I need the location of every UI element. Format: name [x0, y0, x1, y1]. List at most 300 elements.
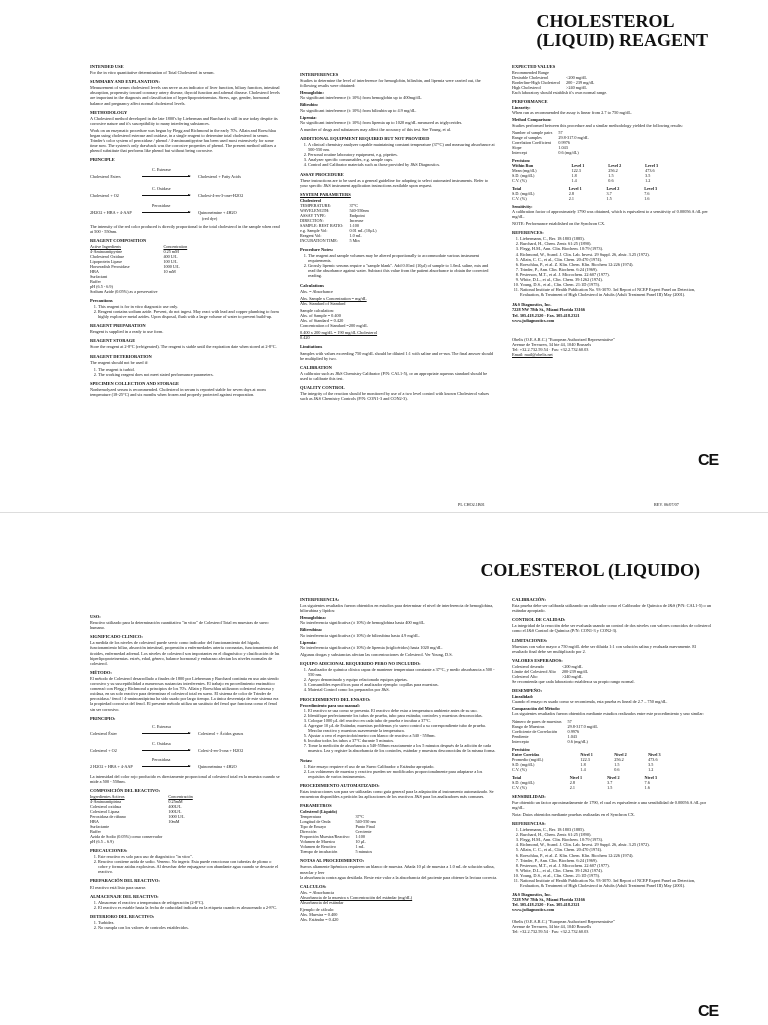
section-heading: CALCULOS: — [300, 883, 327, 889]
table-row: Buffer — [90, 278, 101, 284]
list-item: 1. El reactivo se usa como se presenta. El reactivo debe estar a temperatura ambiente antes de su uso. — [308, 708, 500, 713]
section-heading: Limitations — [300, 344, 323, 350]
eu-representative-block: Obelis (O.E.A.R.C.) "European Authorized Representative" Avenue de Tervuren, 34 bte 44, 1040 Bruxells Tel: +32.2.732.59.54 · Fax: +32.2.732.60.03 — [512, 918, 615, 934]
section-heading: ALMACENAJE DEL REACTIVO: — [90, 893, 159, 899]
section-heading: INTERFERENCIA: — [300, 597, 340, 602]
paragraph: Nota: Datos obtenidos mediante pruebas realizadas en el Synchron CX. — [512, 811, 635, 817]
list-item: 1. Este ensayo requiere el uso de un Suero Calibrador o Estándar apropiado. — [308, 764, 500, 769]
table-row: High Cholesterol >240 mg/dL — [512, 85, 587, 91]
subheading: Method Comparison: — [512, 117, 552, 123]
list-item: 11. National Institute of Health Publication No. 93-3070. 3rd Report of NCEP Expert Panel on Detection, Evaluation, & Treatment of High Cholesterol in Adults (Adult Treatment Panel III) May (2001). — [520, 878, 712, 888]
website-link[interactable]: www.jsdiagnostics.com — [512, 907, 555, 913]
list-item: 5. Allain, C. C., et al., Clin. Chem. 20:470 (1974). — [520, 257, 712, 262]
list-item: 3. Flegg, H.M., Ann. Clin. Biochem. 10:79 (1973). — [520, 837, 712, 842]
list-item: 1. The reagent is turbid. — [98, 367, 280, 372]
composition-table — [90, 244, 193, 294]
table-row: Correlation Coefficient 0.9976 — [512, 139, 570, 145]
table-row: DIRECTION: Increase — [300, 217, 364, 223]
table-row: Recommended Range — [512, 70, 549, 76]
list-item: 1. Este reactivo es solo para uso de diagnóstico "in vitro". — [98, 854, 280, 859]
paragraph: A calibrator such as J&S Chemistry Calibrator (P/N: CAL1-5), or an appropriate aqueous standard should be used to calibrate this test. — [300, 370, 488, 381]
enzyme-label: C. Oxidasa — [152, 740, 171, 746]
paragraph: Abs. Muestra = 0.400 — [300, 912, 338, 918]
method-comparison-table — [512, 719, 604, 744]
paragraph: No interferencia significativa (± 10%) de hemoglobina hasta 400 mg/dL. — [300, 620, 426, 626]
paragraph: NOTE: Performance established on the Synchron CX. — [512, 221, 606, 227]
reactant: Colesterol Éster — [90, 730, 117, 736]
spanish-insert — [0, 512, 768, 1025]
list-item: 4. Control and Calibrator materials such as those provided by J&S Diagnostics. — [308, 162, 495, 167]
enzyme-label: C. Esterasa — [152, 723, 171, 729]
table-row: Borderline-High Cholesterol 200 - 239 mg/dL — [512, 80, 595, 86]
list-item: 11. National Institute of Health Publication No. 93-3070. 3rd Report of NCEP Expert Panel on Detection, Evaluation, & Treatment of High Cholesterol in Adults (Adult Treatment Panel III) May (2001). — [520, 287, 712, 297]
section-heading: PARAMETROS — [300, 803, 332, 809]
paragraph: When run as recommended the assay is linear from 2.7 to 750 mg/dL. — [512, 110, 633, 116]
table-row: C.V. (%) 1.4 0.6 1.2 — [512, 766, 654, 772]
paragraph: Muestras con valor mayor a 750 mg/dL debe ser diluida 1:1 con solución salina y evaluada nuevamente. El resultado final debe ser multiplicado por 2. — [512, 643, 697, 654]
product: Quinoneimine + 4H2O — [198, 209, 237, 215]
section-heading: EQUIPO ADICIONAL REQUERIDO PERO NO INCLUIDO: — [300, 660, 421, 666]
spanish-column-3 — [512, 593, 712, 934]
paragraph: For the in vitro quantitative determination of Total Cholesterol in serum. — [90, 70, 215, 76]
list-item: 6. Roeschlau, P., et al. Z. Klin. Chem. Klin. Biochem 12:226 (1974). — [520, 262, 712, 267]
expected-values-table — [512, 664, 594, 679]
paragraph: Se recomienda que cada laboratorio establezca su propio rango normal. — [512, 678, 635, 684]
list-item: 3. Flegg, H.M., Ann. Clin. Biochem. 10:79 (1973). — [520, 246, 712, 251]
paragraph: A number of drugs and substances may affect the accuracy of this test. See Young, et al. — [300, 126, 451, 132]
section-heading: REAGENT COMPOSITION — [90, 237, 147, 243]
paragraph: Algunas drogas y substancias afectan las concentraciones de Colesterol. Ver Young, D.S. — [300, 651, 453, 657]
column-header: Ingredientes Activos — [90, 793, 125, 799]
subheading: Linealidad: — [512, 694, 534, 700]
subheading: Hemoglobin: — [300, 90, 324, 96]
paragraph: No interferencia significativa (± 10%) de lipemia (triglicéridos) hasta 1020 mg/dL. — [300, 644, 443, 650]
list-item: 2. Apoyo denominado y equipo relacionado equipos pipetas. — [308, 677, 500, 682]
email-link[interactable]: Email: mail@obelis.net — [512, 352, 553, 357]
list-item: 2. Burchard, H., Chem. Zentr. 61:25 (1890). — [520, 832, 712, 837]
composition-table — [90, 794, 199, 844]
table-row: Desirable Cholesterol <200 mg/dL — [512, 75, 587, 81]
paragraph: No significant interference (± 10%) from lipemia up to 1020 mg/dL measured as triglycerides. — [300, 119, 463, 125]
section-heading: REAGENT STORAGE — [90, 338, 136, 344]
list-item: 7. Trinder, P., Ann. Clin. Biochem. 6:24 (1969). — [520, 858, 712, 863]
paragraph: Reactivo utilizado para la determinación cuantitativa "in vitro" de Colesterol Total en muestras de suero humano. — [90, 620, 269, 631]
paragraph: These instructions are to be used as a general guideline for adapting to select automated instruments. Refer to your specific J&S instrument application instructions available upon request. — [300, 177, 489, 188]
list-item: 1. Almacenar el reactivo a temperatura de refrigeración (2-8°C). — [98, 900, 280, 905]
subheading: Sensitivity: — [512, 203, 533, 209]
english-insert — [0, 0, 768, 512]
reaction-scheme — [90, 164, 280, 224]
paragraph: Nonhemolyzed serum is recommended. Cholesterol in serum is reported stable for seven days at room temperature (18-25°C) and six months when frozen and properly protected against evaporation. — [90, 387, 266, 398]
table-row: pH (6.5 - 6.9) — [90, 283, 113, 289]
paragraph: Cuando el ensayo es usado como se recomienda, esta prueba es lineal de 2.7 – 750 mg/dL. — [512, 699, 668, 705]
table-row: Colesterol deseado <200 mg/dL — [512, 663, 583, 669]
section-heading: REFERENCIAS: — [512, 820, 546, 826]
paragraph: La intensidad del color rojo producido es directamente proporcional al colesterol total en la muestra cuando se mide a 500 - 550nm. — [90, 773, 280, 784]
list-item: 1. Liebermann, C., Ber. 18:1803 (1885). — [520, 827, 712, 832]
example-denominator: 0.420 — [300, 335, 310, 341]
list-item: 2. El reactivo es estable hasta la fecha de caducidad indicada en la etiqueta cuando es almacenado a 2-8°C. — [98, 905, 280, 910]
table-row: Pendiente 1.043 — [512, 733, 577, 739]
manual-procedure-list — [308, 708, 500, 754]
table-row: ASSAY TYPE: Endpoint — [300, 212, 365, 218]
section-heading: CALIBRACIÓN: — [512, 597, 547, 602]
list-item: 5. Allain, C. C., et al., Clin. Chem. 20:470 (1974). — [520, 847, 712, 852]
paragraph: Abs. of Sample = 0.400 — [300, 313, 341, 318]
deterioration-list — [98, 367, 280, 377]
table-row: Volumen de Muestra 10 µL — [300, 839, 366, 845]
table-row: Cholesterol Oxidase 400 U/L — [90, 253, 178, 259]
equipment-list — [308, 667, 500, 692]
list-item: 2. The working reagent does not meet stated performance parameters. — [98, 372, 280, 377]
table-row: Temperatura 37°C — [300, 814, 365, 820]
table-row: Colesterol Lipasa 100U/L — [90, 808, 182, 814]
section-heading: PREPARACIÓN DEL REACTIVO: — [90, 878, 160, 884]
reaction-arrow — [142, 176, 190, 177]
paragraph: A Cholesterol method developed in the late 1800's by Lieberman and Burchard is still in use today despite its corrosive nature and it's susceptibility to many interfering substances. — [90, 115, 278, 126]
paragraph: Estas instrucciones son para ser utilizadas como guía general para la adaptación al instrumento automatizado. Se encuentran disponibles a petición las aplicaciones de los reactivos J&S para los analizadores más comunes. — [300, 789, 494, 800]
subheading: Lipemia: — [300, 114, 317, 120]
table-row: S.D. (mg/dL) 2.8 3.7 7.6 — [512, 190, 650, 196]
system-parameters-table — [300, 203, 382, 243]
table-row: Number of sample pairs 57 — [512, 129, 563, 135]
english-column-2 — [300, 68, 495, 403]
part-number: PL CHO2.1B01 — [458, 502, 485, 507]
section-heading: DETERIORO DEL REACTIVO: — [90, 913, 155, 919]
section-heading: CALIBRATION — [300, 364, 332, 370]
paragraph: Store the reagent at 2-8°C (refrigerated). The reagent is stable until the expiration date when stored at 2-8°C. — [90, 344, 277, 350]
section-heading: METHODOLOGY — [90, 109, 128, 115]
table-row: Peroxidasa de rábano 1000 U/L — [90, 813, 185, 819]
section-heading: VALORES ESPERADOS: — [512, 657, 563, 663]
table-row: Range of samples 29.8-317.0 mg/dL — [512, 134, 589, 140]
paragraph: Abs. of Standard = 0.420 — [300, 318, 344, 324]
list-item: 3. Coloque 1000 µL del reactivo en cada tubo de prueba e incubar a 37°C. — [308, 718, 500, 723]
section-heading: REFERENCES: — [512, 230, 544, 236]
list-item: 2. Personal routine laboratory equipment, e.g. pipettes. — [308, 152, 495, 157]
table-row: Rango de Muestras 29.8-317.0 mg/dL — [512, 723, 598, 729]
list-item: 4. Agregue 10 µL de Estándar, muestras problemas y/o suero control a su correspondiente tubo de prueba. Mezclar reactivo y muestras suavemente la temperatura. — [308, 723, 500, 733]
table-row: Tipo de Ensayo Punto Final — [300, 824, 375, 830]
table-row: Slope 1.043 — [512, 144, 568, 150]
list-item: 2. Burchard, H., Chem. Zentr. 61:25 (1890). — [520, 241, 712, 246]
formula-denominator: Abs. Standard of Standard — [300, 300, 346, 306]
section-heading: DESEMPEÑO: — [512, 688, 543, 694]
paragraph: No significant interference (± 10%) from bilirubin up to 4.9 mg/dL. — [300, 107, 417, 113]
list-item: 1. Analizador de química clínica capaz de mantener temperatura constante a 37°C, y medir absorbancia a 500 - 550 nm. — [308, 667, 500, 677]
list-item: 4. Richmond, W., Scand. J. Clin. Lab. Invest. 29 Suppl. 26, abstr. 3.25 (1972). — [520, 842, 712, 847]
enzyme-label: Peroxidase — [152, 202, 171, 208]
table-row: Mean (mg/dL) 122.3 256.2 473.6 — [512, 167, 655, 173]
list-item: 2. Grossly lipemic serums require a "sample blank". Add 0.01ml (10µl) of sample to 1.0mL saline, mix and read the absorbance against water. Subtract this value from the patient absorbance to obtain the corrected reading. — [308, 263, 495, 278]
paragraph: Abs. = Absorbancia — [300, 889, 335, 895]
list-item: 4. Material Control como los preparados por J&S. — [308, 687, 500, 692]
product: Cholesterol + Fatty Acids — [198, 173, 241, 179]
storage-list — [98, 900, 280, 910]
method-comparison-table — [512, 130, 595, 155]
reactant: Cholesterol Esters — [90, 173, 121, 179]
revision-date: REV. 06/07/07 — [654, 502, 679, 507]
table-row: Colesterol Alto >240 mg/dL — [512, 673, 583, 679]
column-header: Active Ingredients — [90, 243, 122, 249]
section-heading: EXPECTED VALUES — [512, 64, 556, 69]
section-heading: PROCEDIMIENTO DEL ENSAYO: — [300, 696, 371, 702]
enzyme-label: C. Esterase — [152, 166, 171, 172]
precision-within-run-table: Entre Corridas Nivel 1 Nivel 2 Nivel 3 Promedio (mg/dL) 122.3 256.2 473.6 S.D. (mg/dL) 1.8 1.5 3.5 C.V. (%) 1.4 0.6 1.2 — [512, 752, 682, 772]
paragraph: La medida de los niveles de colesterol puede servir como indicador del funcionamiento del hígado, funcionamiento biliar, absorción intestinal, propensión a enfermedades arteria coronarias, funcionamiento del tiroides, enfermedad adrenal. Los niveles de colesterol son importantes en el diagnóstico y clasificación de las hiperlipoproteinemias. estrés, edad, género, balance hormonal y embarazo afectan los niveles normales de colesterol. — [90, 640, 280, 666]
references-list — [520, 827, 712, 888]
reaction-arrow — [142, 733, 190, 734]
reactant: 2H2O2 + HBA + 4-AAP — [90, 209, 132, 215]
list-item: 10. Young, D.S., et al., Clin. Chem. 21:1D (1975). — [520, 873, 712, 878]
list-item: 1. Turbidez. — [98, 920, 280, 925]
paragraph: Measurement of serum cholesterol levels can serve as an indicator of liver function, biliary function, intestinal absorption, propensity toward coronary artery disease, thyroid function and adrenal disease. Cholesterol levels are important in the diagnosis and classification of hyperlipoproteinemias. Stress, age, gender, hormonal balance and pregnancy affect normal cholesterol levels. — [90, 85, 280, 106]
paragraph: Studies to determine the level of interference for hemoglobin, bilirubin, and lipemia were carried out, the following results were obtained: — [300, 78, 481, 89]
list-item: 3. Consumibles específicos para el analizador ejemplo: copillas para muestras. — [308, 682, 500, 687]
english-title — [536, 12, 708, 50]
precautions-list — [98, 854, 280, 874]
table-row: Azida de Sodio (0.05%) como conservador — [90, 833, 163, 839]
paragraph: El reactivo está listo para usarse. — [90, 884, 147, 890]
section-heading: Precautions — [90, 297, 113, 303]
subheading: Linearity: — [512, 105, 531, 111]
table-row: Reagent Vol: 1.0 mL — [300, 232, 362, 238]
table-row: 4-Aminoantipyrine 0.25 mM — [90, 248, 179, 254]
paragraph: Concentration of Standard =200 mg/dL — [300, 323, 368, 329]
paragraph: Los siguientes resultados fueron obtenidos en estudios para determinar el nivel de interferencia de hemoglobina, bilirrubina y lípidos: — [300, 603, 494, 614]
section-heading: PERFORMANCE — [512, 99, 548, 105]
example-numerator: 0.400 x 200 mg/dL = 190 mg/dL Cholesterol — [300, 330, 378, 336]
table-row: Volumen de Reactivo 1 mL — [300, 844, 365, 850]
table-row: Surfactant — [90, 273, 108, 279]
eu-representative-block: Obelis (O.E.A.R.C.) "European Authorized Representative" Avenue de Tervuren, 34 bte 44, 1040 Brussels Tel: +32.2.732.59.54 · Fax: +32.2.732.60.03 Email: mail@obelis.net — [512, 337, 712, 357]
list-item: 4. Richmond, W., Scand. J. Clin. Lab. Invest. 29 Suppl. 26, abstr. 3.25 (1972). — [520, 252, 712, 257]
paragraph: La integridad de la reacción debe ser evaluada usando un control de dos niveles con valores conocidos de colesterol como el J&S Control de Química (P/N: CON1-3 y CON2-3). — [512, 623, 712, 634]
section-heading: PROCEDIMIENTO AUTOMATIZADO: — [300, 782, 380, 788]
list-item: 5. Ajustar a cero el espectrofotómetro con blanco de reactivo a 540 - 550nm. — [308, 733, 500, 738]
website-link[interactable]: www.jsdiagnostics.com — [512, 317, 555, 323]
table-row: Tiempo de incubación 5 minutos — [300, 849, 373, 855]
english-column-1 — [90, 60, 280, 399]
table-row: S.D. (mg/dL) 2.8 3.7 7.6 — [512, 779, 650, 785]
title-line-2: (LIQUID) REAGENT — [536, 30, 708, 50]
table-row: Número de pares de muestras 57 — [512, 718, 572, 724]
section-heading: Notas: — [300, 757, 313, 763]
ce-mark-icon: CE — [698, 1003, 719, 1020]
title-line-1: CHOLESTEROL — [536, 11, 675, 31]
expected-values-table — [512, 70, 600, 90]
section-heading: SENSIBILIDAD: — [512, 793, 546, 799]
section-heading: CONTROL DE CALIDAD: — [512, 617, 566, 623]
section-heading: SPECIMEN COLLECTION AND STORAGE — [90, 380, 180, 386]
table-row: Horseradish Peroxidase 1000 U/L — [90, 263, 180, 269]
formula-numerator: Abs. Sample x Concentration = mg/dL — [300, 295, 367, 301]
paragraph: Sample calculation: — [300, 307, 335, 313]
section-heading: INTERFERENCES — [300, 72, 339, 77]
section-heading: PRINCIPIO: — [90, 715, 116, 721]
table-row: C.V. (%) 1.4 0.6 1.2 — [512, 177, 651, 183]
table-row: Intercepto 0.6 (mg/dL) — [512, 738, 588, 744]
table-row: Longitud de Onda 540-550 nm — [300, 819, 376, 825]
parameters-table — [300, 814, 382, 854]
table-row: C.V. (%) 2.1 1.5 1.6 — [512, 784, 650, 790]
list-item: 7. Trinder, P., Ann. Clin. Biochem. 6:24 (1969). — [520, 267, 712, 272]
list-item: 2. No cumpla con los valores de controles establecidos. — [98, 925, 280, 930]
paragraph: Ejemplo de cálculo: — [300, 907, 335, 913]
column-header: Concentración — [168, 793, 193, 799]
references-list — [520, 236, 712, 297]
table-row: Sodium Azide (0.05%) as a preservative — [90, 288, 158, 294]
spanish-column-2 — [300, 593, 500, 922]
section-heading: Calculations — [300, 282, 325, 288]
table-row: Intercept 0.6 (mg/dL) — [512, 149, 579, 155]
list-item: 10. Young, D.S., et al., Clin. Chem. 21:1D (1975). — [520, 282, 712, 287]
paragraph: la absorbancia contra agua destilada. Reste este valor a la absorbancia del paciente para obtener la lectura correcta. — [300, 874, 498, 880]
table-row: 4-Aminoantipirina 0.25mM — [90, 798, 183, 804]
list-item: 3. Analyzer specific consumables, e.g. sample cups. — [308, 157, 495, 162]
table-row: pH (6.5 – 6.9) — [90, 838, 114, 844]
list-item: 2. Identifique perfectamente los tubos de prueba, tubo para estándar, controles y muestras desconocidas. — [308, 713, 500, 718]
reaction-arrow — [142, 212, 190, 213]
precision-total-table: Total Level 1 Level 2 Level 3 S.D. (mg/dL) 2.8 3.7 7.6 C.V. (%) 2.1 1.5 1.6 — [512, 186, 682, 201]
paragraph: Esta prueba debe ser calibrada utilizando un calibrador como el Calibrador de Química de J&S (P/N: CAL1-5) o un estándar apropiado. — [512, 603, 712, 614]
table-row: Coeficiente de Correlación 0.9976 — [512, 728, 580, 734]
product: Colesterol + Ácidos grasos — [198, 730, 244, 736]
reaction-scheme — [90, 722, 280, 774]
table-row: Buffer — [90, 828, 101, 834]
list-item: 7. Tome la medición de absorbancia a 540-550nm exactamente a los 5 minutos después de la adición de cada muestra. Lea y registre la absorbancia de los controles, estándar y muestras desconocidas de la misma forma. — [308, 743, 500, 753]
table-row: Límite del Colesterol Alto 200-239 mg/dL — [512, 668, 589, 674]
list-item: 1. This reagent is for in vitro diagnostic use only. — [98, 304, 280, 309]
paragraph: Samples with values exceeding 750 mg/dL should be diluted 1:1 with saline and re-run. The final answer should be multiplied by two. — [300, 350, 494, 361]
subheading: Lipemia: — [300, 639, 317, 645]
table-row: Dirección Creciente — [300, 829, 372, 835]
table-row: HBA 10mM — [90, 818, 180, 824]
spanish-title: COLESTEROL (LIQUIDO) — [480, 560, 700, 580]
paragraph: Abs. Estándar = 0.420 — [300, 917, 339, 923]
company-block: J&S Diagnostics, Inc. 7228 NW 78th St., Miami Florida 33166 Tel. 305.418.2320 · Fax. 305.418.2321 www.jsdiagnostics.com — [512, 302, 712, 322]
paragraph: Reagent is supplied in a ready to use form. — [90, 329, 164, 335]
table-row: WAVELENGTH: 540-550nm — [300, 207, 369, 213]
paragraph: Work on an enzymatic procedure was begun by Flegg and Richmond in the early 70's. Allain and Roeschlau began using cholesterol esterase and oxidase, in a single reagent to determine total cholesterol in serum. Trinder's color system of peroxidase / phenol / 4-aminoantipyrine has been used most extensively for some time now. The system's only drawback was the corrosive properties of phenol. The present method utilizes a phenol substitute that performs like phenol but without being corrosive. — [90, 127, 277, 154]
list-item: 1. Liebermann, C., Ber. 18:1803 (1885). — [520, 236, 712, 241]
table-row: SAMPLE: REST RATIO: 1:100 — [300, 222, 359, 228]
reaction-arrow — [142, 195, 190, 196]
paragraph: Each laboratory should establish it's own normal range. — [512, 90, 608, 96]
paragraph: Sueros altamente lipémicos requieren un blanco de muestra. Añada 10 µl de muestra a 1.0 mL de solución salina, mezclar y leer — [300, 864, 495, 875]
paragraph: Los siguientes resultados fueron obtenidos mediante estudios realizados entre este procedimiento y uno similar: — [512, 711, 704, 717]
company-block: J&S Diagnostics, Inc. 7228 NW 78th St., Miami Florida 33166 Tel. 305.418.2320 · Fax. 305.418.2321 www.jsdiagnostics.com — [512, 892, 712, 912]
section-heading: USO: — [90, 614, 101, 619]
table-row: S.D. (mg/dL) 1.8 1.5 3.5 — [512, 761, 654, 767]
reaction-arrow — [142, 750, 190, 751]
list-item: 9. White, D.L., et al., Clin. Chem. 39:1262 (1974). — [520, 277, 712, 282]
paragraph: No significant interference (± 10%) from hemoglobin up to 400mg/dL. — [300, 95, 423, 101]
paragraph: El método de Colesterol desarrollado a finales de 1800 por Lieberman y Burchard continúa en uso aún siendo corrosivo y su susceptibilidad a numerosas sustancias interferentes. El trabajo en procedimiento enzimático comenzó con Flegg y Richmond a principios de los 70's. Allain y Roeschlau utilizaron colesterol esterasa y oxidasa, en un solo reactivo para determinar el colesterol total en suero. El sistema de color de Trinder de peroxidasa / fenol / 4-aminoantipirina ha sido usado por largo tiempo. La única desventaja de este sistema era la propiedad corrosiva del fenol. El presente método utiliza un sustituto del fenol que funciona como el fenol sin ser corrosivo. — [90, 675, 279, 712]
section-heading: PRINCIPLE — [90, 157, 115, 163]
table-row: Promedio (mg/dL) 122.3 256.2 473.6 — [512, 756, 658, 762]
list-item: 8. Pesterson, M.T., et al. J. Microchem. 22:607 (1977). — [520, 272, 712, 277]
subheading: Bilirubin: — [300, 102, 319, 108]
list-item: 6. Roeschlau, P., et al. Z. Klin. Chem. Klin. Biochem 12:226 (1974). — [520, 853, 712, 858]
paragraph: The intensity of the red color produced is directly proportional to the total cholesterol in the sample when read at 500 - 550nm. — [90, 223, 280, 234]
table-row: S.D. (mg/dL) 1.8 1.5 3.5 — [512, 172, 651, 178]
paragraph: Abs. = Absorbance — [300, 288, 333, 294]
table-row: Lipoprotein Lipase 100 U/L — [90, 258, 178, 264]
subheading: Procedimiento para uso manual: — [300, 702, 360, 708]
table-row: INCUBATION TIME: 5 Min — [300, 237, 360, 243]
section-heading: ASSAY PROCEDURE — [300, 171, 344, 177]
formula-denominator: Absorbancia del estándar — [300, 900, 344, 906]
list-item: 1. The reagent and sample volumes may be altered proportionally to accommodate various instrument requirements. — [308, 253, 495, 263]
section-heading: PRECAUCIONES: — [90, 847, 128, 853]
table-row: Surfactante — [90, 823, 110, 829]
equipment-list — [308, 142, 495, 167]
table-row: C.V. (%) 2.1 1.5 1.6 — [512, 195, 650, 201]
product-note: (red dye) — [202, 215, 218, 221]
section-heading: COMPOSICIÓN DEL REACTIVO: — [90, 787, 161, 793]
formula-numerator: Absorbancia de la muestra x Concentración del estándar (mg/dL) — [300, 894, 413, 900]
section-heading: SYSTEM PARAMETERS — [300, 191, 351, 197]
section-heading: QUALITY CONTROL — [300, 385, 345, 391]
procedure-notes-list — [308, 253, 495, 278]
ce-mark-icon: CE — [698, 452, 719, 469]
precision-total-table: Total Nivel 1 Nivel 2 Nivel 3 S.D. (mg/dL) 2.8 3.7 7.6 C.V. (%) 2.1 1.5 1.6 — [512, 775, 682, 790]
product: Colest-4-en-3-ona + H2O2 — [198, 747, 244, 753]
subheading: Colesterol (Liquido) — [300, 809, 338, 815]
list-item: 2. Reactivo contiene azida de sodio. Veneno. No ingerir. Esta puede reaccionar con tuberías de plomo o cobre y formar azidas explosivas. Al desechar debe enjuagarse con abundante agua cuando se descarte el reactivo. — [98, 859, 280, 874]
reactant: Colesterol + O2 — [90, 747, 117, 753]
product: Cholest-4-en-3-one+H2O2 — [198, 192, 244, 198]
reactant: 2 H2O2 + HBA + 4-AAP — [90, 763, 133, 769]
section-heading: INTENDED USE — [90, 64, 124, 69]
list-item: 1. A clinical chemistry analyzer capable maintaining constant temperature (37°C) and measuring absorbance at 500-550 nm. — [308, 142, 495, 152]
column-header: Concentration — [163, 243, 188, 249]
table-row: Proporción Muestra/Reactivo 1:100 — [300, 834, 365, 840]
product: Quinoneimina + 4H2O — [198, 763, 237, 769]
notes-list — [308, 764, 500, 779]
section-heading: REAGENT PREPARATION — [90, 323, 146, 329]
enzyme-label: Peroxidasa — [152, 756, 171, 762]
table-row: e.g. Sample Vol: 0.01 mL (10µL) — [300, 227, 377, 233]
section-heading: SIGNIFICADO CLINICO: — [90, 634, 143, 640]
english-column-3 — [512, 60, 712, 357]
precautions-list — [98, 304, 280, 319]
table-row: HBA 10 mM — [90, 268, 176, 274]
paragraph: The integrity of the reaction should be monitored by use of a two level control with known Cholesterol values such as J&S Chemistry Controls (P/N: CON1-3 and CON2-3). — [300, 391, 490, 402]
subheading: Bilirrubina: — [300, 627, 323, 633]
section-heading: LIMITACIONES: — [512, 637, 548, 643]
paragraph: A calibration factor of approximately 1790 was obtained, which is equivalent to a sensitivity of 0.00056 A /dL per mg/dL. — [512, 208, 708, 219]
enzyme-label: C. Oxidase — [152, 185, 171, 191]
section-heading: MÉTODO: — [90, 669, 112, 675]
section-heading: REAGENT DETERIORATION — [90, 353, 152, 359]
section-heading: ADDITIONAL EQUIPMENT REQUIRED BUT NOT PROVIDED — [300, 135, 430, 141]
table-row: TEMPERATURE: 37°C — [300, 202, 359, 208]
paragraph: Studies performed between this procedure and a similar methodology yielded the following results: — [512, 122, 683, 128]
paragraph: No interferencia significativa (± 10%) de bilirrubina hasta 4.9 mg/dL. — [300, 632, 420, 638]
section-heading: NOTAS AL PROCEDIMIENTO: — [300, 858, 365, 864]
precision-within-run-table: Within Run Level 1 Level 2 Level 3 Mean (mg/dL) 122.3 256.2 473.6 S.D. (mg/dL) 1.8 1.5 3.5 C.V. (%) 1.4 0.6 1.2 — [512, 163, 682, 183]
section-heading: Procedure Notes: — [300, 246, 334, 252]
paragraph: Fue obtenido un factor aproximadamente de 1790, el cual es equivalente a una sensibilidad de 0.00056 A /dL por mg/dL. — [512, 799, 707, 810]
spanish-column-1 — [90, 610, 280, 932]
subheading: Comparación del Método: — [512, 706, 561, 712]
subheading: Hemoglobina: — [300, 615, 327, 621]
list-item: 9. White, D.L., et al., Clin. Chem. 39:1262 (1974). — [520, 868, 712, 873]
section-heading: SUMMARY AND EXPLANATION: — [90, 79, 160, 85]
subheading: Precision: — [512, 157, 531, 163]
